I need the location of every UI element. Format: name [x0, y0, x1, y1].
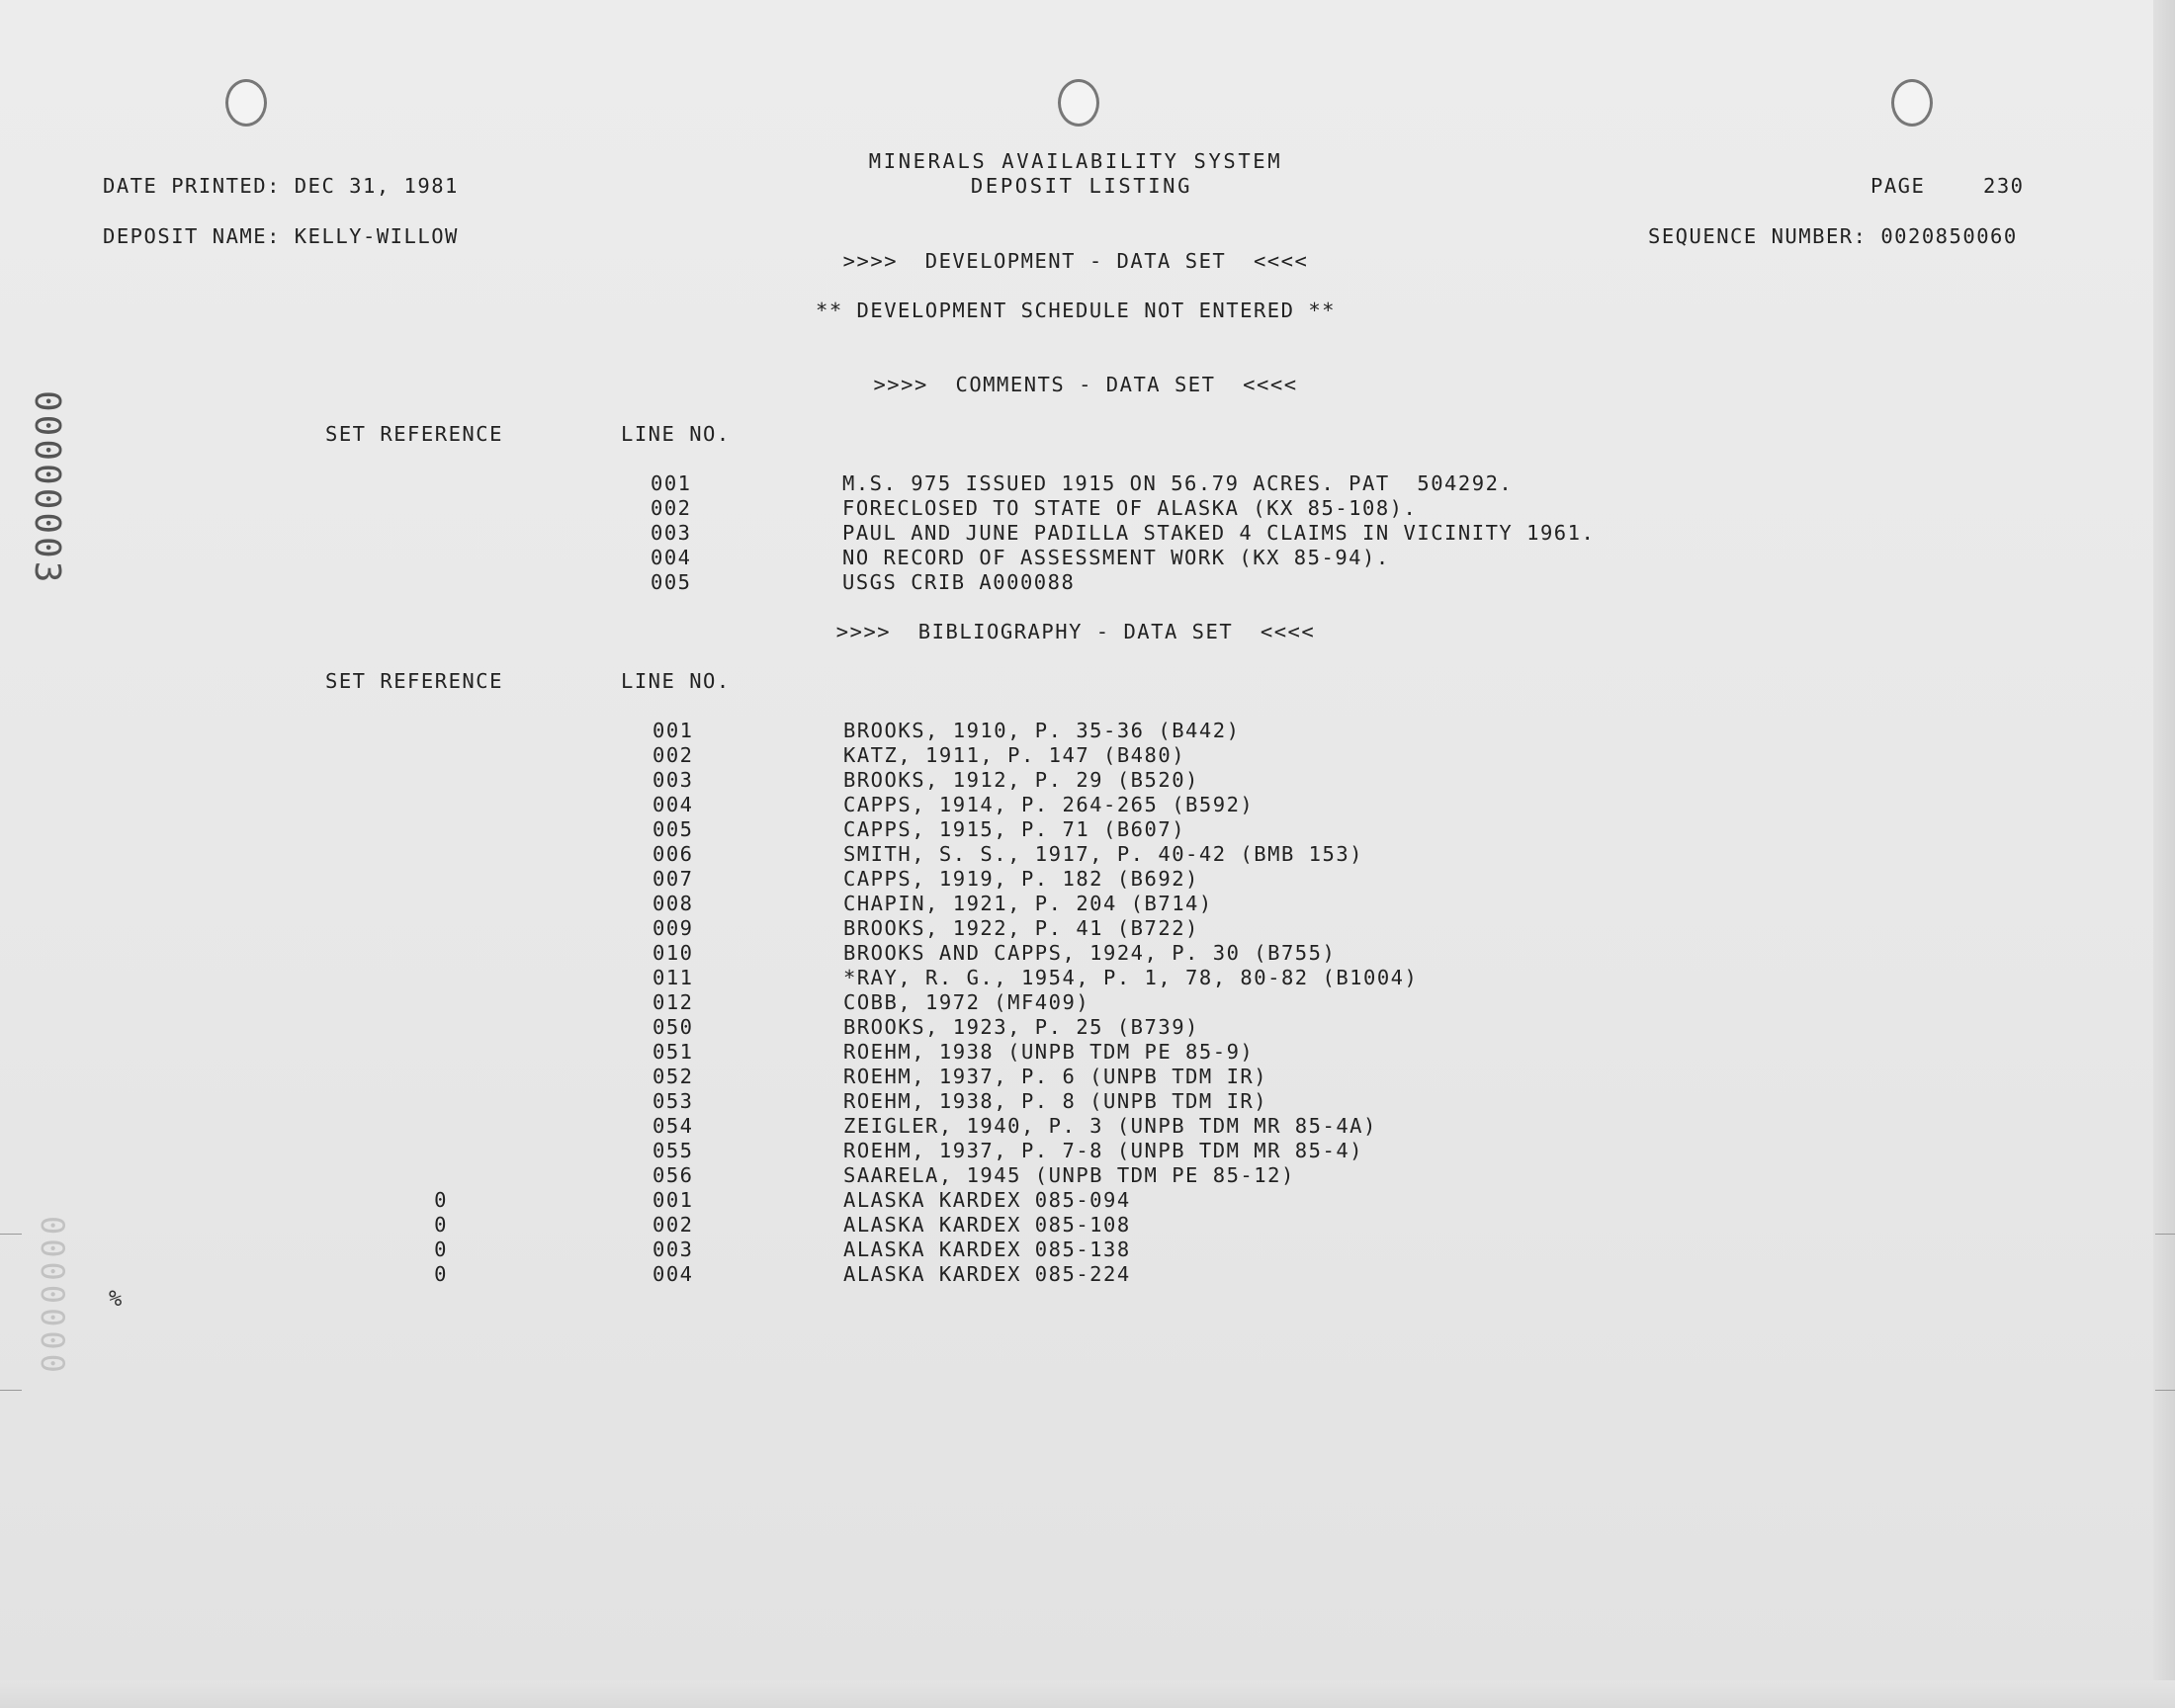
bib-set-ref: [418, 941, 448, 966]
bib-line-no: 056: [652, 1163, 694, 1187]
bib-line-no: 004: [652, 793, 694, 816]
comments-text: [842, 471, 1595, 595]
bib-set-ref: 0: [434, 1262, 448, 1286]
sequence-number: SEQUENCE NUMBER: 0020850060: [1648, 224, 2018, 248]
punch-hole-center: [1058, 79, 1099, 127]
comment-line-no: 005: [651, 570, 692, 594]
bib-set-ref: [418, 793, 448, 817]
comments-col-set-reference: SET REFERENCE: [325, 422, 503, 446]
bib-line-no: 054: [652, 1114, 694, 1138]
bib-line-no: 005: [652, 817, 694, 841]
bib-line-no: 011: [652, 966, 694, 989]
bib-citation: SMITH, S. S., 1917, P. 40-42 (BMB 153): [843, 842, 1363, 866]
comment-line-no: 003: [651, 521, 692, 545]
page-bottom-edge: [0, 1680, 2175, 1708]
bib-citation: ALASKA KARDEX 085-138: [843, 1238, 1131, 1261]
percent-mark: %: [109, 1287, 123, 1312]
bib-set-ref: 0: [434, 1188, 448, 1212]
system-title: MINERALS AVAILABILITY SYSTEM: [868, 149, 1283, 173]
bib-set-ref: [418, 1065, 448, 1089]
bib-citation: ROEHM, 1938, P. 8 (UNPB TDM IR): [843, 1089, 1268, 1113]
bibliography-heading: >>>> BIBLIOGRAPHY - DATA SET <<<<: [835, 620, 1316, 643]
page-edge: [2153, 0, 2175, 1708]
development-note: ** DEVELOPMENT SCHEDULE NOT ENTERED **: [816, 299, 1336, 322]
bib-line-no: 003: [652, 768, 694, 792]
bib-set-ref: [418, 842, 448, 867]
bib-set-ref: [418, 768, 448, 793]
bib-citation: ZEIGLER, 1940, P. 3 (UNPB TDM MR 85-4A): [843, 1114, 1377, 1138]
comment-text: FORECLOSED TO STATE OF ALASKA (KX 85-108).: [842, 496, 1418, 520]
bib-line-no: 010: [652, 941, 694, 965]
bib-line-no: 052: [652, 1065, 694, 1088]
bib-set-ref: [418, 719, 448, 743]
listing-title: DEPOSIT LISTING: [970, 174, 1193, 198]
bib-citation: ALASKA KARDEX 085-108: [843, 1213, 1131, 1237]
comment-line-no: 002: [651, 496, 692, 520]
bib-line-no: 009: [652, 916, 694, 940]
deposit-name: DEPOSIT NAME: KELLY-WILLOW: [103, 224, 459, 248]
bib-line-no: 006: [652, 842, 694, 866]
bib-citation: SAARELA, 1945 (UNPB TDM PE 85-12): [843, 1163, 1295, 1187]
date-printed: DATE PRINTED: DEC 31, 1981: [103, 174, 459, 198]
bib-citation: ROEHM, 1937, P. 7-8 (UNPB TDM MR 85-4): [843, 1139, 1363, 1162]
bib-citation: COBB, 1972 (MF409): [843, 990, 1090, 1014]
comments-line-numbers: [651, 471, 692, 595]
bib-citation: ALASKA KARDEX 085-094: [843, 1188, 1131, 1212]
bib-line-no: 002: [652, 743, 694, 767]
bib-line-no: 002: [652, 1213, 694, 1237]
fold-line: [2155, 1390, 2175, 1391]
bibliography-col-set-reference: SET REFERENCE: [325, 669, 503, 693]
comments-heading: >>>> COMMENTS - DATA SET <<<<: [873, 373, 1298, 396]
comment-line-no: 001: [651, 471, 692, 495]
bib-line-no: 004: [652, 1262, 694, 1286]
bib-line-no: 055: [652, 1139, 694, 1162]
bib-set-ref: [418, 1089, 448, 1114]
bibliography-line-numbers: [652, 719, 694, 1287]
bib-set-ref: [418, 1114, 448, 1139]
fold-line: [0, 1234, 22, 1235]
bib-line-no: 050: [652, 1015, 694, 1039]
bib-citation: BROOKS AND CAPPS, 1924, P. 30 (B755): [843, 941, 1337, 965]
bib-set-ref: 0: [434, 1213, 448, 1237]
bib-citation: BROOKS, 1922, P. 41 (B722): [843, 916, 1199, 940]
bib-set-ref: [418, 1139, 448, 1163]
bib-line-no: 001: [652, 1188, 694, 1212]
bib-citation: ROEHM, 1937, P. 6 (UNPB TDM IR): [843, 1065, 1268, 1088]
bib-line-no: 012: [652, 990, 694, 1014]
bib-citation: BROOKS, 1912, P. 29 (B520): [843, 768, 1199, 792]
bib-citation: *RAY, R. G., 1954, P. 1, 78, 80-82 (B1004): [843, 966, 1419, 989]
fold-line: [0, 1390, 22, 1391]
bib-line-no: 001: [652, 719, 694, 742]
bib-citation: ALASKA KARDEX 085-224: [843, 1262, 1131, 1286]
bib-set-ref: [418, 743, 448, 768]
development-heading: >>>> DEVELOPMENT - DATA SET <<<<: [842, 249, 1309, 273]
bib-line-no: 053: [652, 1089, 694, 1113]
bib-citation: CHAPIN, 1921, P. 204 (B714): [843, 892, 1213, 915]
bibliography-set-references: [418, 719, 448, 1287]
bib-set-ref: [418, 867, 448, 892]
bibliography-citations: [843, 719, 1418, 1287]
bib-set-ref: [418, 892, 448, 916]
bib-line-no: 008: [652, 892, 694, 915]
punch-hole-left: [225, 79, 267, 127]
bib-set-ref: 0: [434, 1238, 448, 1261]
bib-citation: BROOKS, 1923, P. 25 (B739): [843, 1015, 1199, 1039]
comment-text: USGS CRIB A000088: [842, 570, 1076, 594]
bib-set-ref: [418, 1040, 448, 1065]
punch-hole-right: [1891, 79, 1933, 127]
comments-col-line-no: LINE NO.: [621, 422, 731, 446]
page-number: 230: [1983, 174, 2025, 198]
fold-line: [2155, 1234, 2175, 1235]
comment-text: PAUL AND JUNE PADILLA STAKED 4 CLAIMS IN VICINITY 1961.: [842, 521, 1596, 545]
bib-citation: ROEHM, 1938 (UNPB TDM PE 85-9): [843, 1040, 1255, 1064]
bib-citation: CAPPS, 1919, P. 182 (B692): [843, 867, 1199, 891]
bib-line-no: 003: [652, 1238, 694, 1261]
bib-set-ref: [418, 966, 448, 990]
bib-set-ref: [418, 916, 448, 941]
bib-citation: CAPPS, 1914, P. 264-265 (B592): [843, 793, 1255, 816]
faint-frame-number-stamp: 0000000: [34, 1216, 71, 1377]
bib-line-no: 007: [652, 867, 694, 891]
frame-number-stamp: 00000003: [27, 390, 67, 586]
bib-set-ref: [418, 1015, 448, 1040]
comment-text: NO RECORD OF ASSESSMENT WORK (KX 85-94).: [842, 546, 1390, 569]
bib-set-ref: [418, 817, 448, 842]
comment-text: M.S. 975 ISSUED 1915 ON 56.79 ACRES. PAT 504292.: [842, 471, 1514, 495]
bib-citation: CAPPS, 1915, P. 71 (B607): [843, 817, 1186, 841]
bib-citation: KATZ, 1911, P. 147 (B480): [843, 743, 1186, 767]
bib-line-no: 051: [652, 1040, 694, 1064]
bibliography-col-line-no: LINE NO.: [621, 669, 731, 693]
bib-citation: BROOKS, 1910, P. 35-36 (B442): [843, 719, 1241, 742]
bib-set-ref: [418, 990, 448, 1015]
bib-set-ref: [418, 1163, 448, 1188]
comment-line-no: 004: [651, 546, 692, 569]
page-label: PAGE: [1870, 174, 1926, 198]
